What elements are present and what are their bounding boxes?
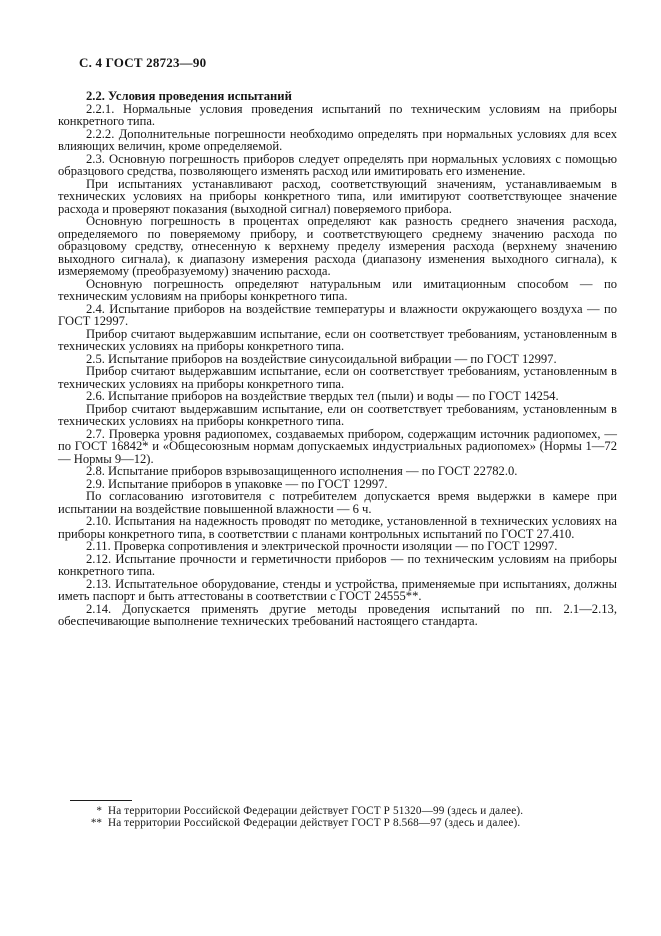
paragraph: 2.2.2. Дополнительные погрешности необходимо определять при нормальных условиях для всех влияющих величин, кроме определяемой. [58,126,617,153]
footnote-separator [70,800,132,801]
paragraph: 2.12. Испытание прочности и герметичности приборов — по техническим условиям на приборы конкретного типа. [58,551,617,578]
paragraph: 2.14. Допускается применять другие методы проведения испытаний по пп. 2.1—2.13, обеспечивающие выполнение технических требований настоящего стандарта. [58,601,617,628]
paragraph: При испытаниях устанавливают расход, соответствующий значениям, устанавливаемым в технических условиях на приборы конкретного типа, или имитируют соответствующее значение расхода и проверяют показания (выходной сигнал) поверяемого прибора. [58,176,617,216]
footnote [58,817,617,829]
footnotes [58,800,617,830]
footnote-text: На территории Российской Федерации действует ГОСТ Р 51320—99 (здесь и далее). [108,805,524,817]
paragraph: 2.6. Испытание приборов на воздействие твердых тел (пыли) и воды — по ГОСТ 14254. [86,389,559,403]
document-body [58,90,617,628]
page-header: С. 4 ГОСТ 28723—90 [79,55,207,70]
section-heading: 2.2. Условия проведения испытаний [86,89,292,103]
paragraph: Основную погрешность в процентах определяют как разность среднего значения расхода, определяемого по поверяемому прибору, и соответствующего среднему значению расхода по образцовому средству, отнесенную к верхнему пределу измерения расхода (верхнему значению выходного сигнала), к диапазону измерения расхода (диапазону изменения выходного сигнала), к измеряемому (преобразуемому) значению расхода. [58,214,617,278]
footnote-text: На территории Российской Федерации действует ГОСТ Р 8.568—97 (здесь и далее). [108,817,521,830]
paragraph: По согласованию изготовителя с потребителем допускается время выдержки в камере при испытании на воздействие повышенной влажности — 6 ч. [58,489,617,516]
paragraph: 2.7. Проверка уровня радиопомех, создаваемых прибором, содержащим источник радиопомех, — по ГОСТ 16842* и «Общесоюзным нормам допускаемых индустриальных радиопомех» (Нормы 1—72 — Нормы 9—12). [58,426,617,466]
paragraph: Прибор считают выдержавшим испытание, если он соответствует требованиям, установленным в технических условиях на приборы конкретного типа. [58,326,617,353]
paragraph: 2.11. Проверка сопротивления и электрической прочности изоляции — по ГОСТ 12997. [86,539,558,553]
paragraph: 2.2.1. Нормальные условия проведения испытаний по техническим условиям на приборы конкретного типа. [58,101,617,128]
paragraph: 2.10. Испытания на надежность проводят по методике, установленной в технических условиях на приборы конкретного типа, в соответствии с планами контрольных испытаний по ГОСТ 27.410. [58,514,617,541]
footnote-marker: * [96,805,102,817]
paragraph: 2.4. Испытание приборов на воздействие температуры и влажности окружающего воздуха — по ГОСТ 12997. [58,301,617,328]
paragraph: Прибор считают выдержавшим испытание, если он соответствует требованиям, установленным в технических условиях на приборы конкретного типа. [58,364,617,391]
paragraph: 2.13. Испытательное оборудование, стенды и устройства, применяемые при испытаниях, должны иметь паспорт и быть аттестованы в соответствии с ГОСТ 24555**. [58,576,617,603]
paragraph: Основную погрешность определяют натуральным или имитационным способом — по техническим условиям на приборы конкретного типа. [58,276,617,303]
footnote-marker: ** [90,817,102,830]
paragraph: Прибор считают выдержавшим испытание, ели он соответствует требованиям, установленным в технических условиях на приборы конкретного типа. [58,401,617,428]
paragraph: 2.5. Испытание приборов на воздействие синусоидальной вибрации — по ГОСТ 12997. [86,351,557,366]
footnote [58,805,617,817]
paragraph: 2.8. Испытание приборов взрывозащищенного исполнения — по ГОСТ 22782.0. [86,464,518,478]
paragraph: 2.9. Испытание приборов в упаковке — по ГОСТ 12997. [86,476,388,491]
paragraph: 2.3. Основную погрешность приборов следует определять при нормальных условиях с помощью образцового средства, позволяющего изменять расход или имитировать его изменение. [58,151,617,178]
